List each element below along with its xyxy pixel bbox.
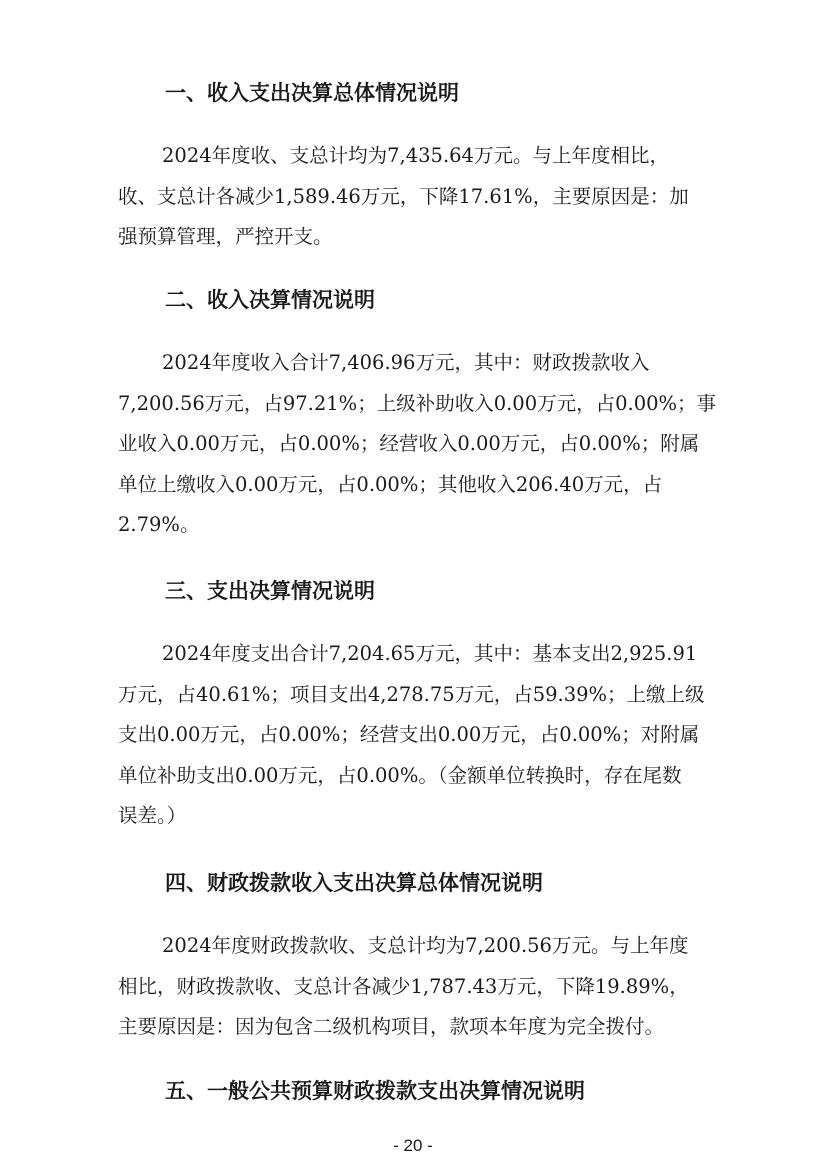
paragraph-line: 支出0.00万元，占0.00%；经营支出0.00万元，占0.00%；对附属	[118, 723, 700, 746]
section-paragraph-4	[118, 926, 718, 1048]
section-heading-2: 二、收入决算情况说明	[165, 288, 375, 312]
section-paragraph-3	[118, 634, 718, 837]
section-paragraph-2	[118, 343, 718, 546]
paragraph-line: 2024年度支出合计7,204.65万元，其中：基本支出2,925.91	[162, 642, 698, 665]
paragraph-line: 7,200.56万元，占97.21%；上级补助收入0.00万元，占0.00%；事	[118, 391, 717, 415]
paragraph-line: 2.79%。	[118, 513, 200, 536]
section-paragraph-1	[118, 136, 718, 258]
paragraph-line: 强预算管理，严控开支。	[118, 225, 333, 248]
paragraph-line: 万元，占40.61%；项目支出4,278.75万元，占59.39%；上缴上级	[118, 682, 705, 706]
paragraph-line: 单位上缴收入0.00万元，占0.00%；其他收入206.40万元，占	[118, 472, 663, 496]
section-heading-5: 五、一般公共预算财政拨款支出决算情况说明	[165, 1079, 585, 1103]
section-heading-1: 一、收入支出决算总体情况说明	[165, 81, 459, 105]
paragraph-line: 误差。）	[118, 804, 187, 827]
paragraph-line: 单位补助支出0.00万元，占0.00%。（金额单位转换时，存在尾数	[118, 763, 682, 787]
paragraph-line: 业收入0.00万元，占0.00%；经营收入0.00万元，占0.00%；附属	[118, 432, 700, 455]
page-number: - 20 -	[393, 1136, 433, 1155]
paragraph-line: 2024年度收、支总计均为7,435.64万元。与上年度相比，	[162, 144, 669, 167]
paragraph-line: 收、支总计各减少1,589.46万元，下降17.61%，主要原因是：加	[118, 184, 689, 208]
paragraph-line: 2024年度财政拨款收、支总计均为7,200.56万元。与上年度	[162, 934, 689, 957]
paragraph-line: 2024年度收入合计7,406.96万元，其中：财政拨款收入	[162, 351, 650, 374]
paragraph-line: 相比，财政拨款收、支总计各减少1,787.43万元，下降19.89%，	[118, 974, 689, 998]
paragraph-line: 主要原因是：因为包含二级机构项目，款项本年度为完全拨付。	[118, 1015, 665, 1038]
section-heading-4: 四、财政拨款收入支出决算总体情况说明	[165, 871, 543, 895]
section-heading-3: 三、支出决算情况说明	[165, 579, 375, 603]
